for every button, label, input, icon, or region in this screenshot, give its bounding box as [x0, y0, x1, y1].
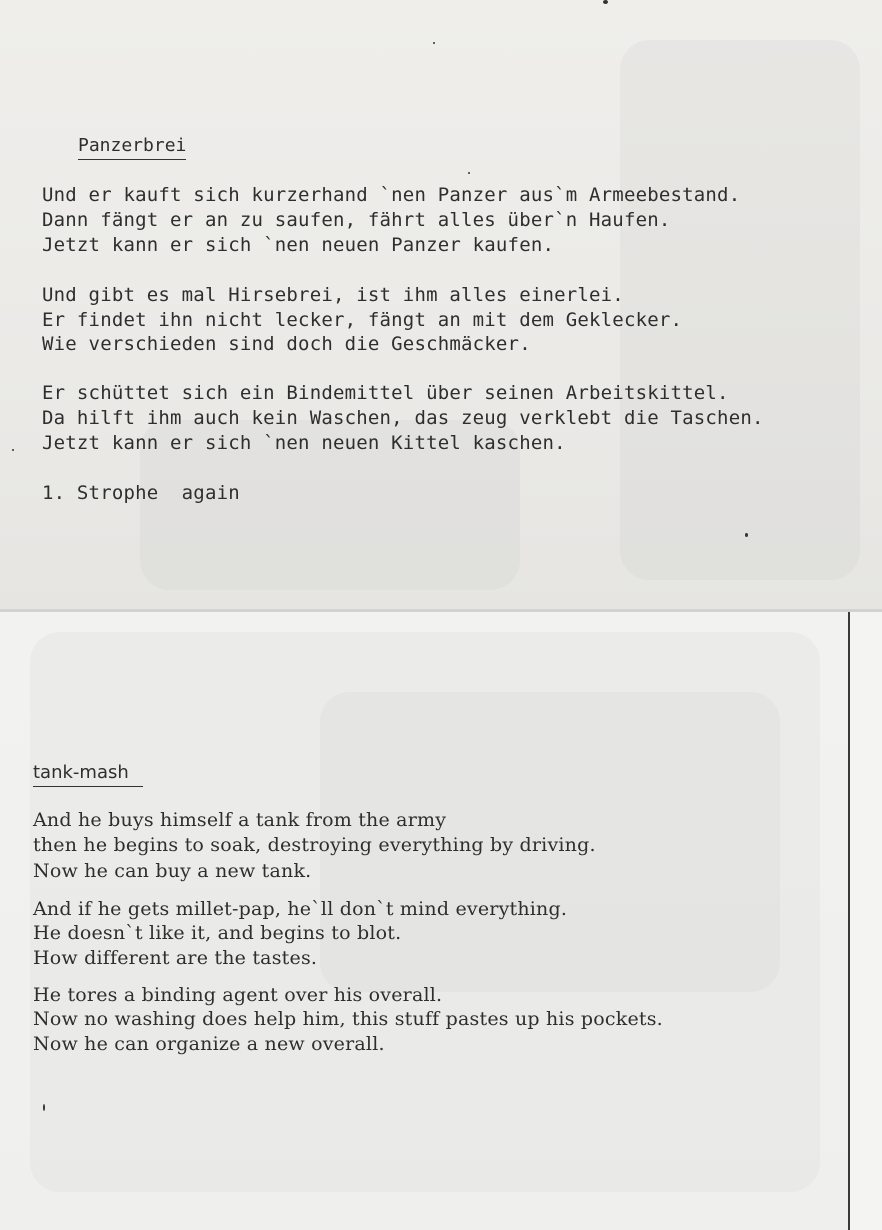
german-stanza3-line1: Er schüttet sich ein Bindemittel über seinen Arbeitskittel.: [42, 382, 729, 404]
english-title: tank-mash: [33, 762, 143, 787]
english-stanza3-line3: Now he can organize a new overall.: [33, 1033, 385, 1055]
english-stanza1-line2: then he begins to soak, destroying everything by driving.: [33, 834, 596, 856]
english-stanza3-line2: Now no washing does help him, this stuff pastes up his pockets.: [33, 1008, 663, 1030]
english-stanza1-line3: Now he can buy a new tank.: [33, 860, 312, 882]
page-margin-strip: [850, 612, 882, 1230]
ink-speck: [12, 449, 14, 451]
german-stanza3-line2: Da hilft ihm auch kein Waschen, das zeug verklebt die Taschen.: [42, 407, 764, 429]
english-stanza2-line2: He doesn`t like it, and begins to blot.: [33, 922, 402, 944]
german-stanza2-line2: Er findet ihn nicht lecker, fängt an mit dem Geklecker.: [42, 309, 683, 331]
english-stanza1-line1: And he buys himself a tank from the army: [33, 809, 447, 831]
ink-speck: [603, 0, 608, 4]
german-stanza3-line3: Jetzt kann er sich `nen neuen Kittel kaschen.: [42, 432, 566, 454]
ink-speck: [43, 1104, 45, 1111]
ink-speck: [745, 533, 748, 537]
english-stanza3-line1: He tores a binding agent over his overall.: [33, 984, 443, 1006]
ink-speck: [433, 42, 435, 44]
german-stanza2-line3: Wie verschieden sind doch die Geschmäcker.: [42, 333, 531, 355]
english-stanza2-line3: How different are the tastes.: [33, 947, 318, 969]
german-title: Panzerbrei: [78, 135, 186, 160]
german-stanza1-line1: Und er kauft sich kurzerhand `nen Panzer aus`m Armeebestand.: [42, 184, 741, 206]
german-stanza1-line3: Jetzt kann er sich `nen neuen Panzer kaufen.: [42, 234, 555, 256]
english-stanza2-line1: And if he gets millet-pap, he`ll don`t mind everything.: [33, 898, 568, 920]
german-refrain: 1. Strophe again: [42, 482, 240, 504]
german-stanza2-line1: Und gibt es mal Hirsebrei, ist ihm alles einerlei.: [42, 284, 624, 306]
german-stanza1-line2: Dann fängt er an zu saufen, fährt alles über`n Haufen.: [42, 209, 671, 231]
ink-speck: [468, 172, 470, 174]
